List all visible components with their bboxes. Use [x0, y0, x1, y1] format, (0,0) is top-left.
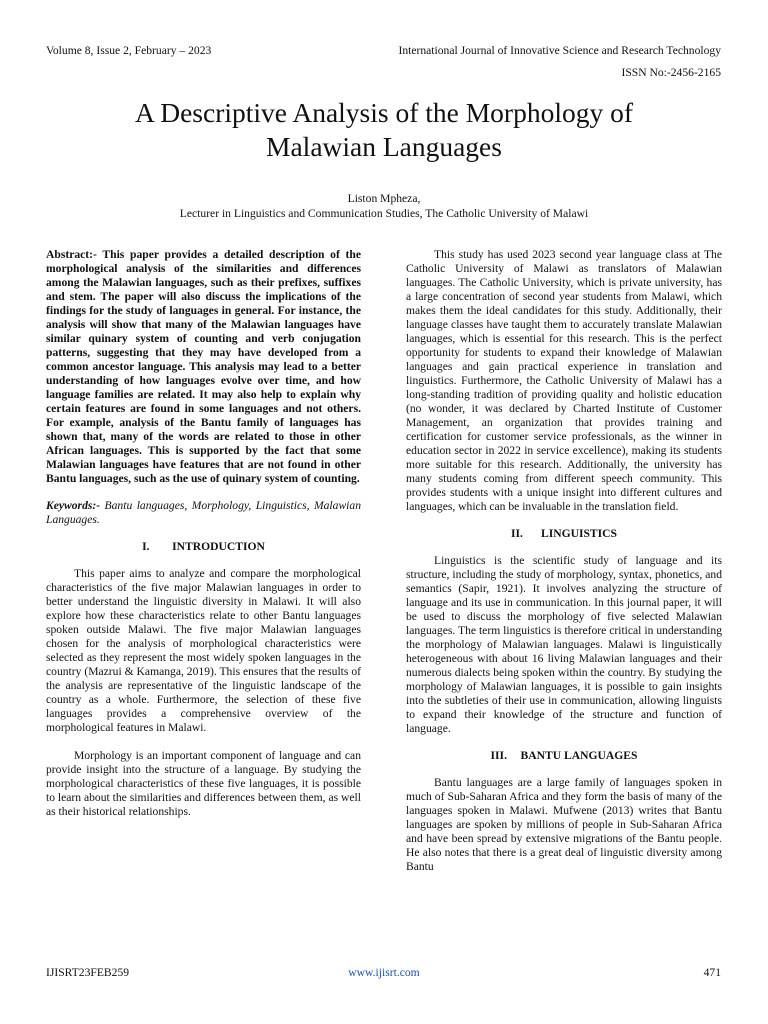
paragraph-study-context: This study has used 2023 second year language class at The Catholic University of Malawi as translators of Malawian languages. The Catholic University, which is private university, has a large concentration of second year students from Malawi, which makes them the ideal candidates for this study. Additionally, their language classes have taught them to accurately translate Malawian languages, which is essential for this research. This is the perfect opportunity for students to expand their knowledge of Malawian languages and gain practical experience in translation and linguistics. Furthermore, the Catholic University of Malawi has a long-standing tradition of providing quality and holistic education (no wonder, it was declared by Charted Institute of Customer Management, an organization that provides training and certification for customer service professionals, as the winner in education sector in 2022 in service excellence), making its students more suitable for this research. Additionally, the university has many students coming from different speech community. This provides students with a unique insight into different cultures and languages, which can be invaluable in the translation field. [406, 248, 722, 513]
section-number: II. [510, 527, 523, 540]
section-number: III. [490, 749, 507, 762]
keywords-label: Keywords:- [46, 499, 101, 512]
section-heading-introduction [46, 540, 361, 554]
section-number: I. [142, 540, 150, 553]
journal-volume-issue: Volume 8, Issue 2, February – 2023 [46, 44, 212, 57]
abstract [46, 248, 361, 486]
paper-title-line-1: A Descriptive Analysis of the Morphology of [135, 97, 633, 128]
paper-title-line-2: Malawian Languages [266, 131, 502, 162]
journal-issn: ISSN No:-2456-2165 [621, 66, 721, 79]
abstract-text: This paper provides a detailed description of the morphological analysis of the similarities and differences among the Malawian languages, such as their prefixes, suffixes and stem. The paper will also discuss the implications of the findings for the study of languages in general. For instance, the analysis will show that many of the Malawian languages have similar quinary system of counting and verb conjugation patterns, suggesting that they may have developed from a common ancestor language. This analysis may lead to a better understanding of how languages evolve over time, and how language families are related. It may also help to explain why certain features are found in some languages and not others. For example, analysis of the Bantu family of languages has shown that, many of the words are related to those in other African languages. This is supported by the fact that some Malawian languages have features that are not found in other Bantu languages, such as the use of quinary system of counting. [46, 248, 361, 485]
section-heading-linguistics [406, 527, 722, 541]
keywords-text: Bantu languages, Morphology, Linguistics, Malawian Languages. [46, 499, 361, 526]
keywords [46, 499, 361, 527]
footer-paper-code: IJISRT23FEB259 [46, 966, 130, 979]
section-title: INTRODUCTION [172, 540, 265, 553]
left-column [46, 248, 361, 819]
paragraph-bantu-1: Bantu languages are a large family of languages spoken in much of Sub-Saharan Africa and they form the basis of many of the languages spoken in Malawi. Mufwene (2013) writes that Bantu languages are spoken by millions of people in Sub-Saharan Africa and have been spread by extensive migrations of the Bantu people. He also notes that there is a great deal of linguistic diversity among Bantu [406, 776, 722, 873]
author-affiliation: Lecturer in Linguistics and Communication Studies, The Catholic University of Malawi [179, 207, 589, 220]
footer-page-number: 471 [703, 966, 721, 979]
section-title: LINGUISTICS [540, 527, 618, 540]
author-name: Liston Mpheza, [347, 192, 421, 205]
paragraph-intro-2: Morphology is an important component of language and can provide insight into the structure of a language. By studying the morphological characteristics of these five languages, it is possible to learn about the similarities and differences between them, as well as their historical relationships. [46, 749, 361, 818]
paper-title [40, 96, 728, 164]
right-column [406, 248, 722, 874]
paragraph-intro-1: This paper aims to analyze and compare the morphological characteristics of the five major Malawian languages in order to better understand the linguistic diversity in Malawi. It will also explore how these characteristics relate to other Bantu languages spoken outside Malawi. The five major Malawian languages chosen for the analysis of morphological characteristics were selected as they represent the most widely spoken languages in the country (Mazrui & Kamanga, 2019). This ensures that the results of the analysis are representative of the linguistic landscape of the country as a whole. Furthermore, the selection of these five languages provides a comprehensive overview of the morphological features in Malawi. [46, 567, 361, 734]
section-heading-bantu-languages [406, 749, 722, 763]
paragraph-linguistics-1: Linguistics is the scientific study of language and its structure, including the study of morphology, syntax, phonetics, and semantics (Sapir, 1921). It involves analyzing the structure of language and its use in communication. In this journal paper, it will be used to discuss the morphology of five selected Malawian languages. The term linguistics is therefore critical in understanding the morphology of Malawian languages. Malawi is linguistically heterogeneous with about 16 living Malawian languages and their numerous dialects being spoken within the country. By studying the morphology of Malawian languages, it is possible to gain insights into the subtleties of their use in communication, allowing linguists to expand their knowledge of the structure and function of language. [406, 554, 722, 735]
journal-name: International Journal of Innovative Science and Research Technology [398, 44, 721, 57]
abstract-label: Abstract:- [46, 248, 97, 261]
section-title: BANTU LANGUAGES [520, 749, 638, 762]
footer-website-link[interactable]: www.ijisrt.com [348, 966, 420, 979]
